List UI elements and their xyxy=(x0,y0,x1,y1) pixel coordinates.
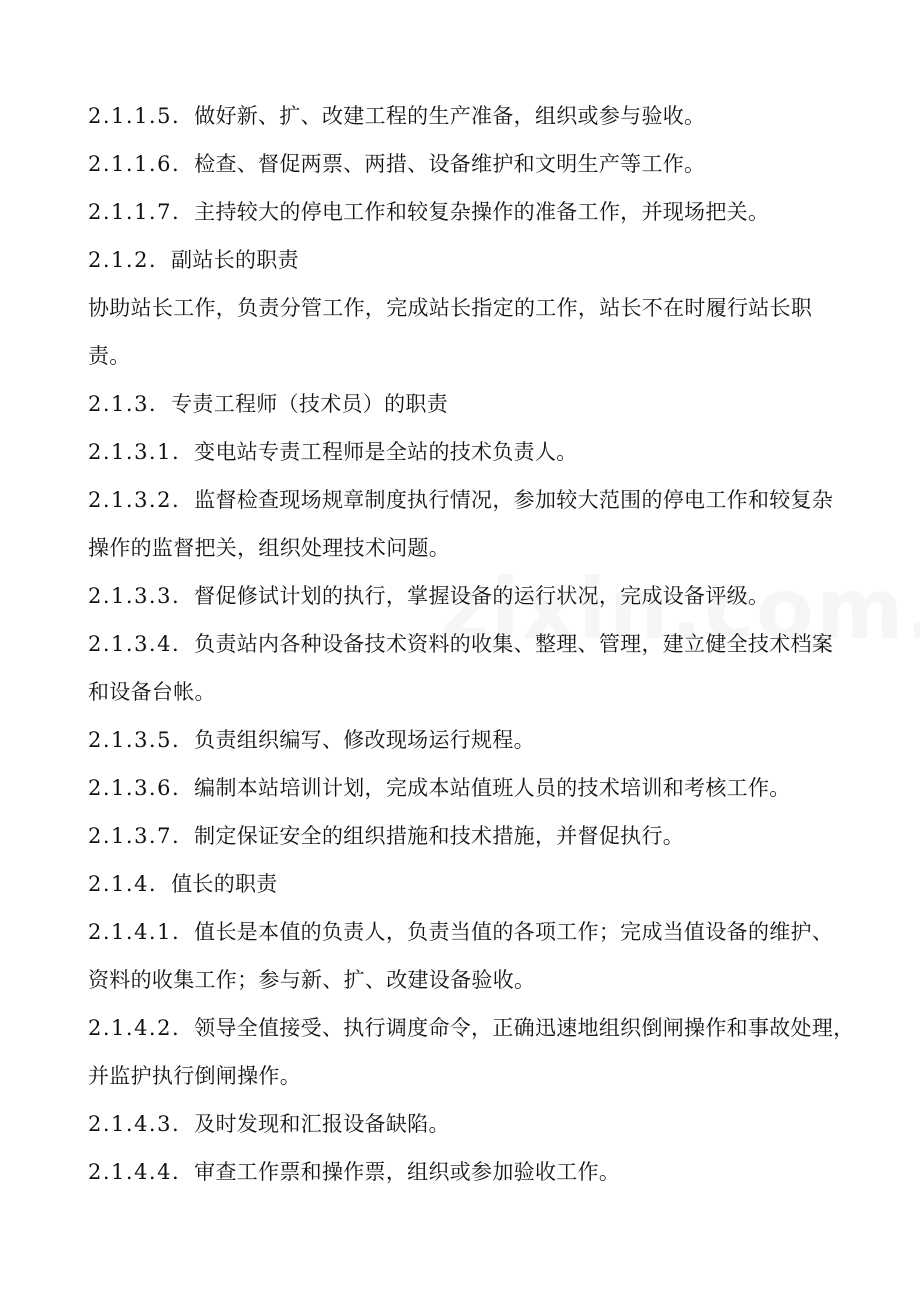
paragraph-text: 协助站长工作，负责分管工作，完成站长指定的工作，站长不在时履行站长职 xyxy=(88,296,813,320)
paragraph-line xyxy=(88,332,848,380)
clause-text: 并监护执行倒闸操作。 xyxy=(88,1064,301,1088)
clause-number: 2.1.4.2. xyxy=(88,1016,181,1040)
clause-text: 编制本站培训计划，完成本站值班人员的技术培训和考核工作。 xyxy=(194,776,791,800)
section-heading-2-1-4 xyxy=(88,860,848,908)
clause-number: 2.1.3.1. xyxy=(88,440,181,464)
clause-text: 主持较大的停电工作和较复杂操作的准备工作，并现场把关。 xyxy=(194,200,770,224)
clause-number: 2.1.3.5. xyxy=(88,728,181,752)
clause-2-1-1-7 xyxy=(88,188,848,236)
document-body xyxy=(88,92,855,1196)
section-number: 2.1.2. xyxy=(88,248,158,272)
clause-text: 操作的监督把关，组织处理技术问题。 xyxy=(88,536,451,560)
clause-text: 审查工作票和操作票，组织或参加验收工作。 xyxy=(194,1160,621,1184)
clause-text: 及时发现和汇报设备缺陷。 xyxy=(194,1112,450,1136)
clause-text: 监督检查现场规章制度执行情况，参加较大范围的停电工作和较复杂 xyxy=(194,488,834,512)
clause-2-1-3-7 xyxy=(88,812,848,860)
clause-text: 变电站专责工程师是全站的技术负责人。 xyxy=(194,440,578,464)
section-heading-2-1-2 xyxy=(88,236,848,284)
clause-number: 2.1.4.3. xyxy=(88,1112,181,1136)
clause-2-1-3-1 xyxy=(88,428,848,476)
section-heading-2-1-3 xyxy=(88,380,848,428)
clause-text: 资料的收集工作；参与新、扩、改建设备验收。 xyxy=(88,968,536,992)
clause-2-1-3-6 xyxy=(88,764,848,812)
clause-continuation xyxy=(88,668,848,716)
clause-2-1-4-3 xyxy=(88,1100,848,1148)
section-title: 副站长的职责 xyxy=(171,248,299,272)
clause-number: 2.1.3.2. xyxy=(88,488,181,512)
section-title: 专责工程师（技术员）的职责 xyxy=(171,392,449,416)
clause-continuation xyxy=(88,1052,848,1100)
clause-2-1-3-4 xyxy=(88,620,848,668)
paragraph-text: 责。 xyxy=(88,344,131,368)
clause-2-1-4-4 xyxy=(88,1148,848,1196)
clause-number: 2.1.3.7. xyxy=(88,824,181,848)
clause-text: 负责站内各种设备技术资料的收集、整理、管理，建立健全技术档案 xyxy=(194,632,834,656)
clause-2-1-1-6 xyxy=(88,140,848,188)
clause-2-1-3-5 xyxy=(88,716,848,764)
clause-number: 2.1.1.7. xyxy=(88,200,181,224)
clause-text: 制定保证安全的组织措施和技术措施，并督促执行。 xyxy=(194,824,685,848)
clause-number: 2.1.3.6. xyxy=(88,776,181,800)
clause-number: 2.1.3.3. xyxy=(88,584,181,608)
section-number: 2.1.4. xyxy=(88,872,158,896)
clause-number: 2.1.1.6. xyxy=(88,152,181,176)
clause-number: 2.1.4.1. xyxy=(88,920,181,944)
clause-2-1-3-3 xyxy=(88,572,848,620)
clause-text: 值长是本值的负责人，负责当值的各项工作；完成当值设备的维护、 xyxy=(194,920,834,944)
clause-text: 负责组织编写、修改现场运行规程。 xyxy=(194,728,535,752)
clause-text: 领导全值接受、执行调度命令，正确迅速地组织倒闸操作和事故处理， xyxy=(194,1016,855,1040)
clause-text: 督促修试计划的执行，掌握设备的运行状况，完成设备评级。 xyxy=(194,584,770,608)
paragraph-line xyxy=(88,284,848,332)
clause-number: 2.1.3.4. xyxy=(88,632,181,656)
clause-continuation xyxy=(88,524,848,572)
clause-number: 2.1.4.4. xyxy=(88,1160,181,1184)
clause-number: 2.1.1.5. xyxy=(88,104,181,128)
section-title: 值长的职责 xyxy=(171,872,278,896)
clause-2-1-4-2 xyxy=(88,1004,855,1052)
clause-continuation xyxy=(88,956,848,1004)
clause-2-1-4-1 xyxy=(88,908,848,956)
clause-2-1-1-5 xyxy=(88,92,848,140)
clause-2-1-3-2 xyxy=(88,476,848,524)
section-number: 2.1.3. xyxy=(88,392,158,416)
clause-text: 做好新、扩、改建工程的生产准备，组织或参与验收。 xyxy=(194,104,706,128)
clause-text: 检查、督促两票、两措、设备维护和文明生产等工作。 xyxy=(194,152,706,176)
clause-text: 和设备台帐。 xyxy=(88,680,216,704)
